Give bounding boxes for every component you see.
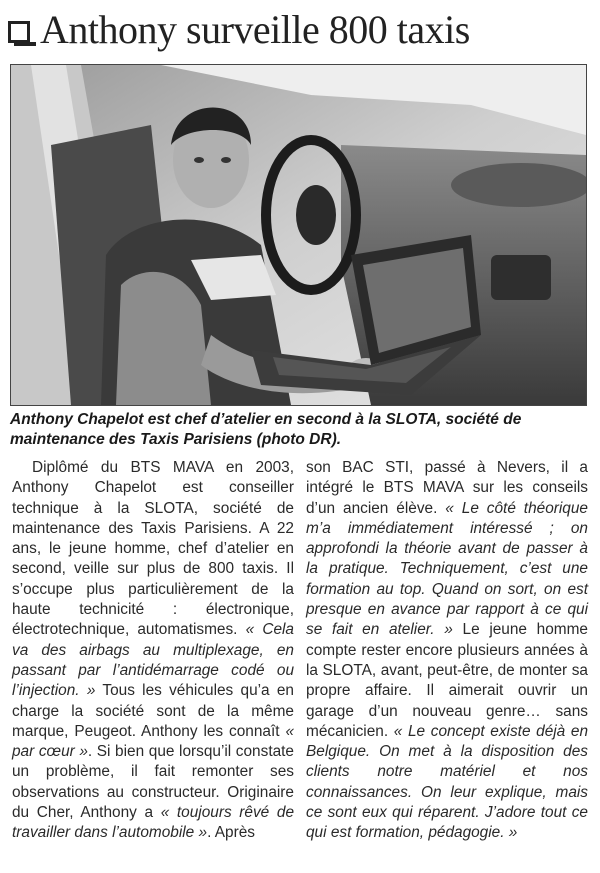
article-paragraph <box>12 458 294 844</box>
quote-run: « toujours rêvé de travailler dans l’automobile » <box>12 804 294 842</box>
article-paragraph <box>306 458 588 844</box>
article-column-2 <box>306 458 588 844</box>
checkbox-bullet-icon <box>8 21 30 43</box>
quote-run: « Le concept existe déjà en Belgique. On met à la disposition des clients notre matériel et nos connaissances. On leur explique, mais ce sont eux qui réparent. J’adore tout ce qui est formation, pédagogie. » <box>306 722 589 842</box>
text-run: Tous les véhicules qu’a en charge la société sont de la même marque, Peugeot. Anthony les connaît <box>12 682 294 740</box>
quote-run: « par cœur » <box>12 722 294 761</box>
quote-run: « Le côté théorique m’a immédiatement intéressé ; on approfondi la théorie avant de passer à la pratique. Techniquement, c’est une formation au top. Quand on sort, on est presque en avance par rapport à ce qui se fait en atelier. » <box>306 499 588 639</box>
article-photo <box>10 64 587 406</box>
photo-caption: Anthony Chapelot est chef d’atelier en second à la SLOTA, société de maintenance des Taxis Parisiens (photo DR). <box>10 411 522 448</box>
text-run: son BAC STI, passé à Nevers, il a intégré le BTS MAVA sur les conseils d’un ancien élève. <box>306 459 588 517</box>
text-run: Diplômé du BTS MAVA en 2003, Anthony Chapelot est conseiller technique à la SLOTA, société de maintenance des Taxis Parisiens. A 22 ans, le jeune homme, chef d’atelier en second, veille sur plus de 800 taxis. Il s’occupe plus particulièrement de la haute technicité : électronique, électrotechnique, automatismes. <box>12 459 294 639</box>
article-headline: Anthony surveille 800 taxis <box>40 7 470 52</box>
text-run: . Après <box>207 824 255 842</box>
text-run: . Si bien que lorsqu’il constate un problème, il fait remonter ses observations au constructeur. Originaire du Cher, Anthony a <box>12 743 294 822</box>
text-run: Le jeune homme compte rester encore plusieurs années à la SLOTA, avant, peut-être, de monter sa propre affaire. Il aimerait ouvrir un garage d’un nouveau genre… sans mécanicien. <box>306 621 588 740</box>
quote-run: « Cela va des airbags au multiplexage, en passant par l’antidémarrage codé ou l’injection. » <box>12 621 294 700</box>
headline-row <box>8 4 598 56</box>
article-column-1 <box>12 458 294 844</box>
